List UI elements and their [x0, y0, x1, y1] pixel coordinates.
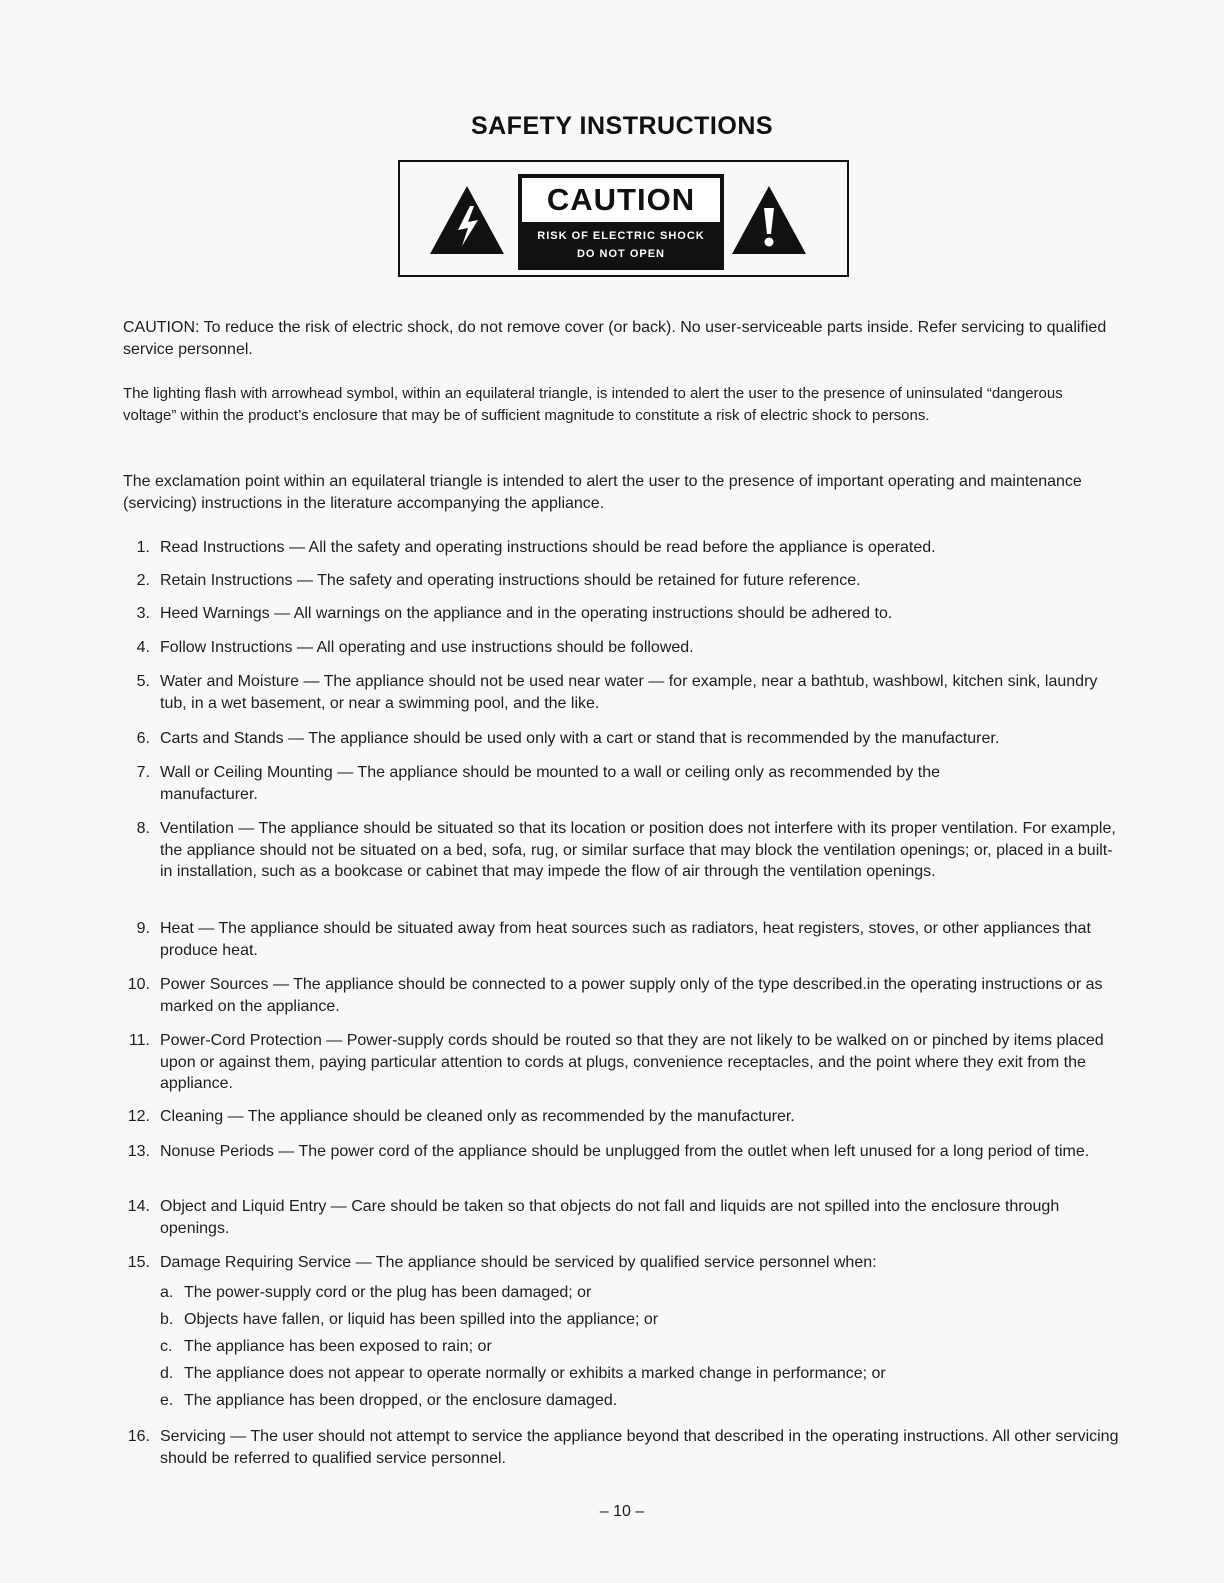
sub-item-text: The appliance has been exposed to rain; or — [184, 1338, 492, 1355]
page-number: – 10 – — [599, 1503, 645, 1520]
item-number: 15. — [127, 1254, 150, 1271]
item-text: Cleaning — The appliance should be cleaned only as recommended by the manufacturer. — [160, 1108, 795, 1125]
item-number: 3. — [136, 605, 150, 622]
item-number: 8. — [136, 820, 150, 837]
item-number: 6. — [136, 730, 150, 747]
item-text: Ventilation — The appliance should be situated so that its location or position does not interfere with its proper ventilation. For example, the appliance should not be situated on a bed, sofa, rug, or similar surface that may block the ventilation openings; or, placed in a built-in installation, such as a bookcase or cabinet that may impede the flow of air through the ventilation openings. — [160, 820, 1116, 880]
item-text: Retain Instructions — The safety and operating instructions should be retained for future reference. — [160, 572, 861, 589]
item-number: 11. — [128, 1032, 150, 1049]
sub-item-text: The appliance has been dropped, or the enclosure damaged. — [184, 1392, 618, 1409]
item-text: Power-Cord Protection — Power-supply cords should be routed so that they are not likely to be walked on or pinched by items placed upon or against them, paying particular attention to cords at plugs, convenience receptacles, and the point where they exit from the appliance. — [160, 1032, 1104, 1092]
exclamation-warning-icon — [730, 184, 808, 256]
sub-item-letter: a. — [160, 1284, 174, 1301]
intro-lightning-paragraph: The lighting flash with arrowhead symbol, within an equilateral triangle, is intended to alert the user to the presence of uninsulated “dangerous voltage” within the product’s enclosure that may be of sufficient magnitude to constitute a risk of electric shock to persons. — [123, 385, 1063, 424]
item-text: Servicing — The user should not attempt to service the appliance beyond that described in the operating instructions. All other servicing should be referred to qualified service personnel. — [160, 1428, 1119, 1467]
item-text: Follow Instructions — All operating and use instructions should be followed. — [160, 639, 694, 656]
item-text: Nonuse Periods — The power cord of the appliance should be unplugged from the outlet when left unused for a long period of time. — [160, 1143, 1090, 1160]
intro-caution-paragraph: CAUTION: To reduce the risk of electric shock, do not remove cover (or back). No user-serviceable parts inside. Refer servicing to qualified service personnel. — [123, 319, 1107, 358]
item-text: Wall or Ceiling Mounting — The appliance should be mounted to a wall or ceiling only as recommended by the manufacturer. — [160, 764, 940, 803]
item-text: Power Sources — The appliance should be connected to a power supply only of the type described.in the operating instructions or as marked on the appliance. — [160, 976, 1103, 1015]
item-text: Water and Moisture — The appliance should not be used near water — for example, near a bathtub, washbowl, kitchen sink, laundry tub, in a wet basement, or near a swimming pool, and the like. — [160, 673, 1098, 712]
item-text: Heed Warnings — All warnings on the appliance and in the operating instructions should be adhered to. — [160, 605, 893, 622]
caution-word: CAUTION — [522, 178, 720, 222]
item-text: Read Instructions — All the safety and operating instructions should be read before the appliance is operated. — [160, 539, 936, 556]
item-number: 10. — [127, 976, 150, 993]
sub-item-letter: b. — [160, 1311, 174, 1328]
item-text: Carts and Stands — The appliance should be used only with a cart or stand that is recommended by the manufacturer. — [160, 730, 1000, 747]
item-number: 13. — [127, 1143, 150, 1160]
sub-item-text: The power-supply cord or the plug has been damaged; or — [184, 1284, 592, 1301]
item-number: 7. — [136, 764, 150, 781]
item-text: Damage Requiring Service — The appliance should be serviced by qualified service personnel when: — [160, 1254, 877, 1271]
item-text: Heat — The appliance should be situated away from heat sources such as radiators, heat registers, stoves, or other appliances that produce heat. — [160, 920, 1091, 959]
item-number: 2. — [136, 572, 150, 589]
sub-item-text: Objects have fallen, or liquid has been spilled into the appliance; or — [184, 1311, 659, 1328]
item-number: 9. — [136, 920, 150, 937]
item-number: 4. — [136, 639, 150, 656]
sub-item-letter: c. — [160, 1338, 173, 1355]
item-number: 1. — [136, 539, 150, 556]
item-number: 12. — [127, 1108, 150, 1125]
item-number: 14. — [127, 1198, 150, 1215]
caution-subtitle-line-1: RISK OF ELECTRIC SHOCK — [537, 230, 705, 242]
caution-label — [518, 174, 724, 270]
sub-item-letter: e. — [160, 1392, 174, 1409]
intro-exclamation-paragraph: The exclamation point within an equilateral triangle is intended to alert the user to the presence of important operating and maintenance (servicing) instructions in the literature accompanying the appliance. — [123, 473, 1082, 512]
caution-label-box — [398, 160, 849, 277]
sub-item-letter: d. — [160, 1365, 174, 1382]
sub-item-text: The appliance does not appear to operate normally or exhibits a marked change in performance; or — [184, 1365, 886, 1382]
lightning-warning-icon — [428, 184, 506, 256]
item-number: 16. — [127, 1428, 150, 1445]
item-text: Object and Liquid Entry — Care should be taken so that objects do not fall and liquids are not spilled into the enclosure through openings. — [160, 1198, 1060, 1237]
item-number: 5. — [136, 673, 150, 690]
caution-subtitle-line-2: DO NOT OPEN — [576, 248, 665, 260]
page-title: SAFETY INSTRUCTIONS — [470, 112, 774, 140]
